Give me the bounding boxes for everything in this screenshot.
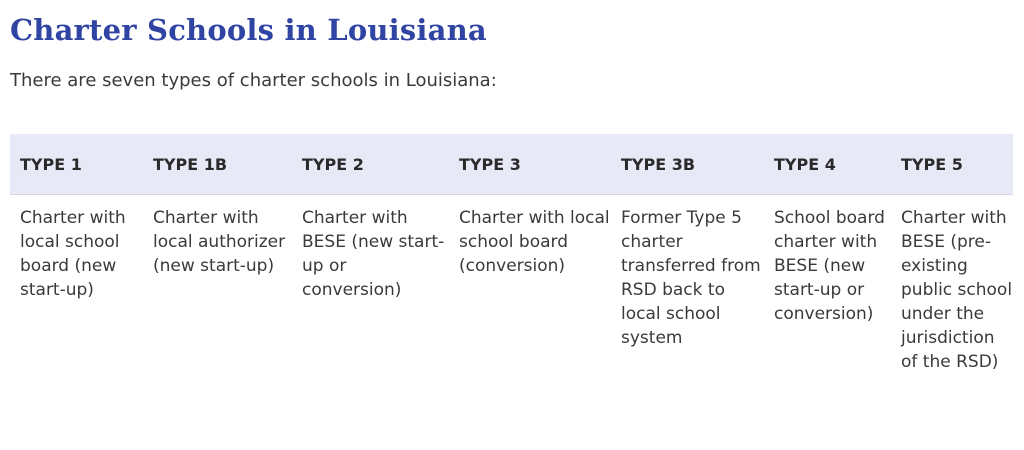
column-header: TYPE 3B [611,134,764,195]
column-header: TYPE 2 [292,134,449,195]
table-cell: Charter with BESE (new start-up or conversion) [302,208,445,300]
table-header-row [10,134,1013,195]
table-row [10,195,1013,375]
column-header: TYPE 4 [764,134,891,195]
table-cell: Charter with BESE (pre-existing public school under the jurisdiction of the RSD) [901,208,1013,372]
table-cell: Charter with local school board (new start-up) [20,208,126,300]
column-header: TYPE 5 [891,134,1013,195]
page-title: Charter Schools in Louisiana [10,13,487,47]
intro-text: There are seven types of charter schools in Louisiana: [10,70,497,91]
table-cell: School board charter with BESE (new start-up or conversion) [774,208,885,324]
column-header: TYPE 1B [143,134,292,195]
charter-types-table [10,134,1013,374]
table-cell: Charter with local authorizer (new start-up) [153,208,286,276]
column-header: TYPE 1 [10,134,143,195]
table-cell: Charter with local school board (conversion) [459,208,610,276]
column-header: TYPE 3 [449,134,611,195]
table-cell: Former Type 5 charter transferred from RSD back to local school system [621,208,761,348]
